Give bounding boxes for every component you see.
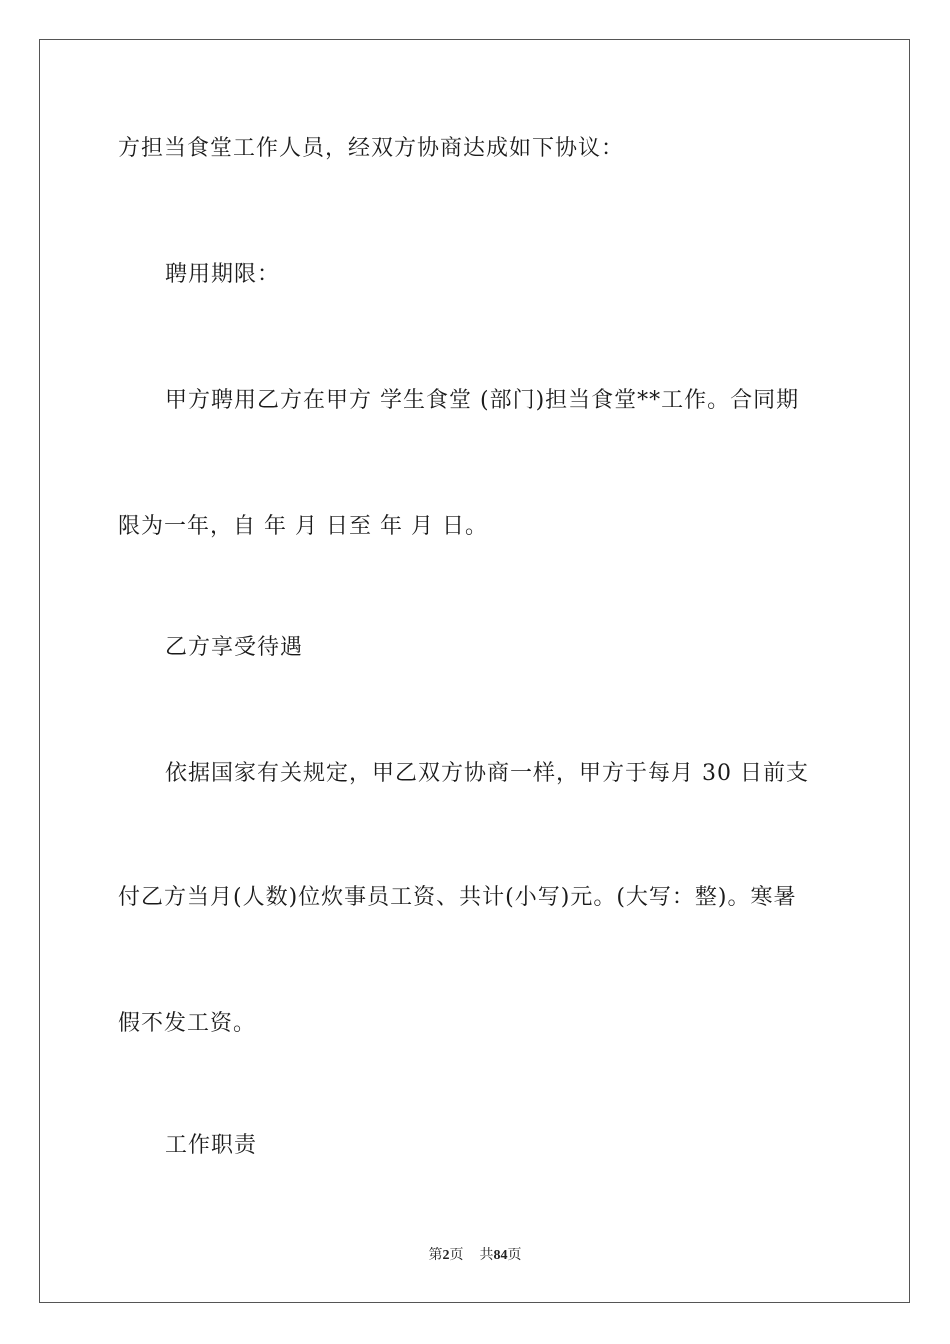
body-line-6: 依据国家有关规定，甲乙双方协商一样，甲方于每月 30 日前支 xyxy=(165,761,809,786)
body-line-8: 假不发工资。 xyxy=(118,1011,257,1036)
section-heading-benefits: 乙方享受待遇 xyxy=(165,635,304,660)
body-line-3: 甲方聘用乙方在甲方 学生食堂 (部门)担当食堂**工作。合同期 xyxy=(165,388,800,413)
footer-total-suffix: 页 xyxy=(507,1248,522,1263)
section-heading-term: 聘用期限： xyxy=(165,262,281,287)
body-line-1: 方担当食堂工作人员，经双方协商达成如下协议： xyxy=(118,136,625,161)
footer-page-suffix: 页 xyxy=(449,1248,464,1263)
footer-page-current: 2 xyxy=(442,1248,450,1263)
body-line-4: 限为一年，自 年 月 日至 年 月 日。 xyxy=(118,514,488,539)
page-footer xyxy=(0,1247,950,1265)
footer-page-prefix: 第 xyxy=(428,1248,443,1263)
footer-total-prefix: 共 xyxy=(479,1248,494,1263)
section-heading-duties: 工作职责 xyxy=(165,1133,258,1158)
body-line-7: 付乙方当月(人数)位炊事员工资、共计(小写)元。(大写：整)。寒暑 xyxy=(118,885,797,910)
page-border xyxy=(39,39,910,1303)
footer-page-total: 84 xyxy=(493,1248,508,1263)
